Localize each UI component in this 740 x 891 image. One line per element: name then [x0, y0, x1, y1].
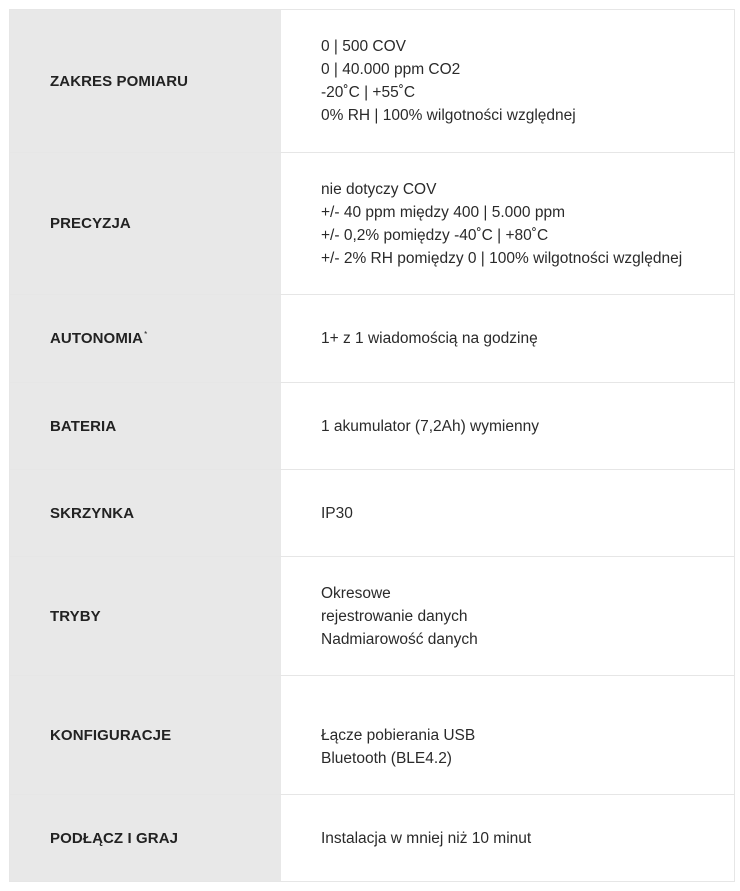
spec-value-line: Instalacja w mniej niż 10 minut: [321, 829, 532, 847]
footnote-mark: *: [144, 330, 148, 339]
spec-value-line: nie dotyczy COV: [321, 180, 437, 198]
spec-value-modes: [281, 557, 735, 676]
spec-value-line: +/- 0,2% pomiędzy -40˚C | +80˚C: [321, 226, 549, 244]
spec-label-enclosure: SKRZYNKA: [10, 470, 282, 557]
spec-value-line: 1 akumulator (7,2Ah) wymienny: [321, 417, 539, 435]
spec-label-modes: TRYBY: [10, 557, 282, 676]
spec-value-line: Łącze pobierania USB: [321, 726, 476, 744]
table-row: [10, 557, 735, 676]
spec-label-plug-and-play: PODŁĄCZ I GRAJ: [10, 795, 282, 882]
spec-label-battery: BATERIA: [10, 383, 282, 470]
spec-label-text: AUTONOMIA: [50, 330, 144, 347]
spec-value-measurement-range: [281, 10, 735, 153]
table-row: [10, 383, 735, 470]
spec-value-line: rejestrowanie danych: [321, 607, 468, 625]
table-row: [10, 153, 735, 295]
spec-value-line: Bluetooth (BLE4.2): [321, 749, 452, 767]
table-row: [10, 795, 735, 882]
table-row: [10, 295, 735, 383]
spec-value-enclosure: [281, 470, 735, 557]
spec-value-line: +/- 40 ppm między 400 | 5.000 ppm: [321, 203, 565, 221]
spec-value-line: 0 | 40.000 ppm CO2: [321, 61, 461, 78]
spec-value-autonomy: [281, 295, 735, 383]
spec-value-line: -20˚C | +55˚C: [321, 84, 416, 101]
spec-value-line: 0 | 500 COV: [321, 38, 407, 55]
spec-label-autonomy: [10, 295, 282, 383]
table-row: [10, 470, 735, 557]
spec-value-line: Nadmiarowość danych: [321, 630, 478, 648]
spec-value-line: +/- 2% RH pomiędzy 0 | 100% wilgotności względnej: [321, 249, 683, 267]
spec-value-line: 0% RH | 100% wilgotności względnej: [321, 107, 576, 124]
spec-label-measurement-range: ZAKRES POMIARU: [10, 10, 282, 153]
spec-value-configurations: [281, 676, 735, 795]
table-row: [10, 10, 735, 153]
specifications-table: [9, 9, 735, 882]
spec-value-line: Okresowe: [321, 584, 391, 602]
spec-label-precision: PRECYZJA: [10, 153, 282, 295]
spec-value-line: IP30: [321, 504, 353, 522]
spec-value-plug-and-play: [281, 795, 735, 882]
spec-value-line: 1+ z 1 wiadomością na godzinę: [321, 330, 538, 347]
spec-label-configurations: KONFIGURACJE: [10, 676, 282, 795]
spec-value-battery: [281, 383, 735, 470]
table-row: [10, 676, 735, 795]
spec-value-precision: [281, 153, 735, 295]
